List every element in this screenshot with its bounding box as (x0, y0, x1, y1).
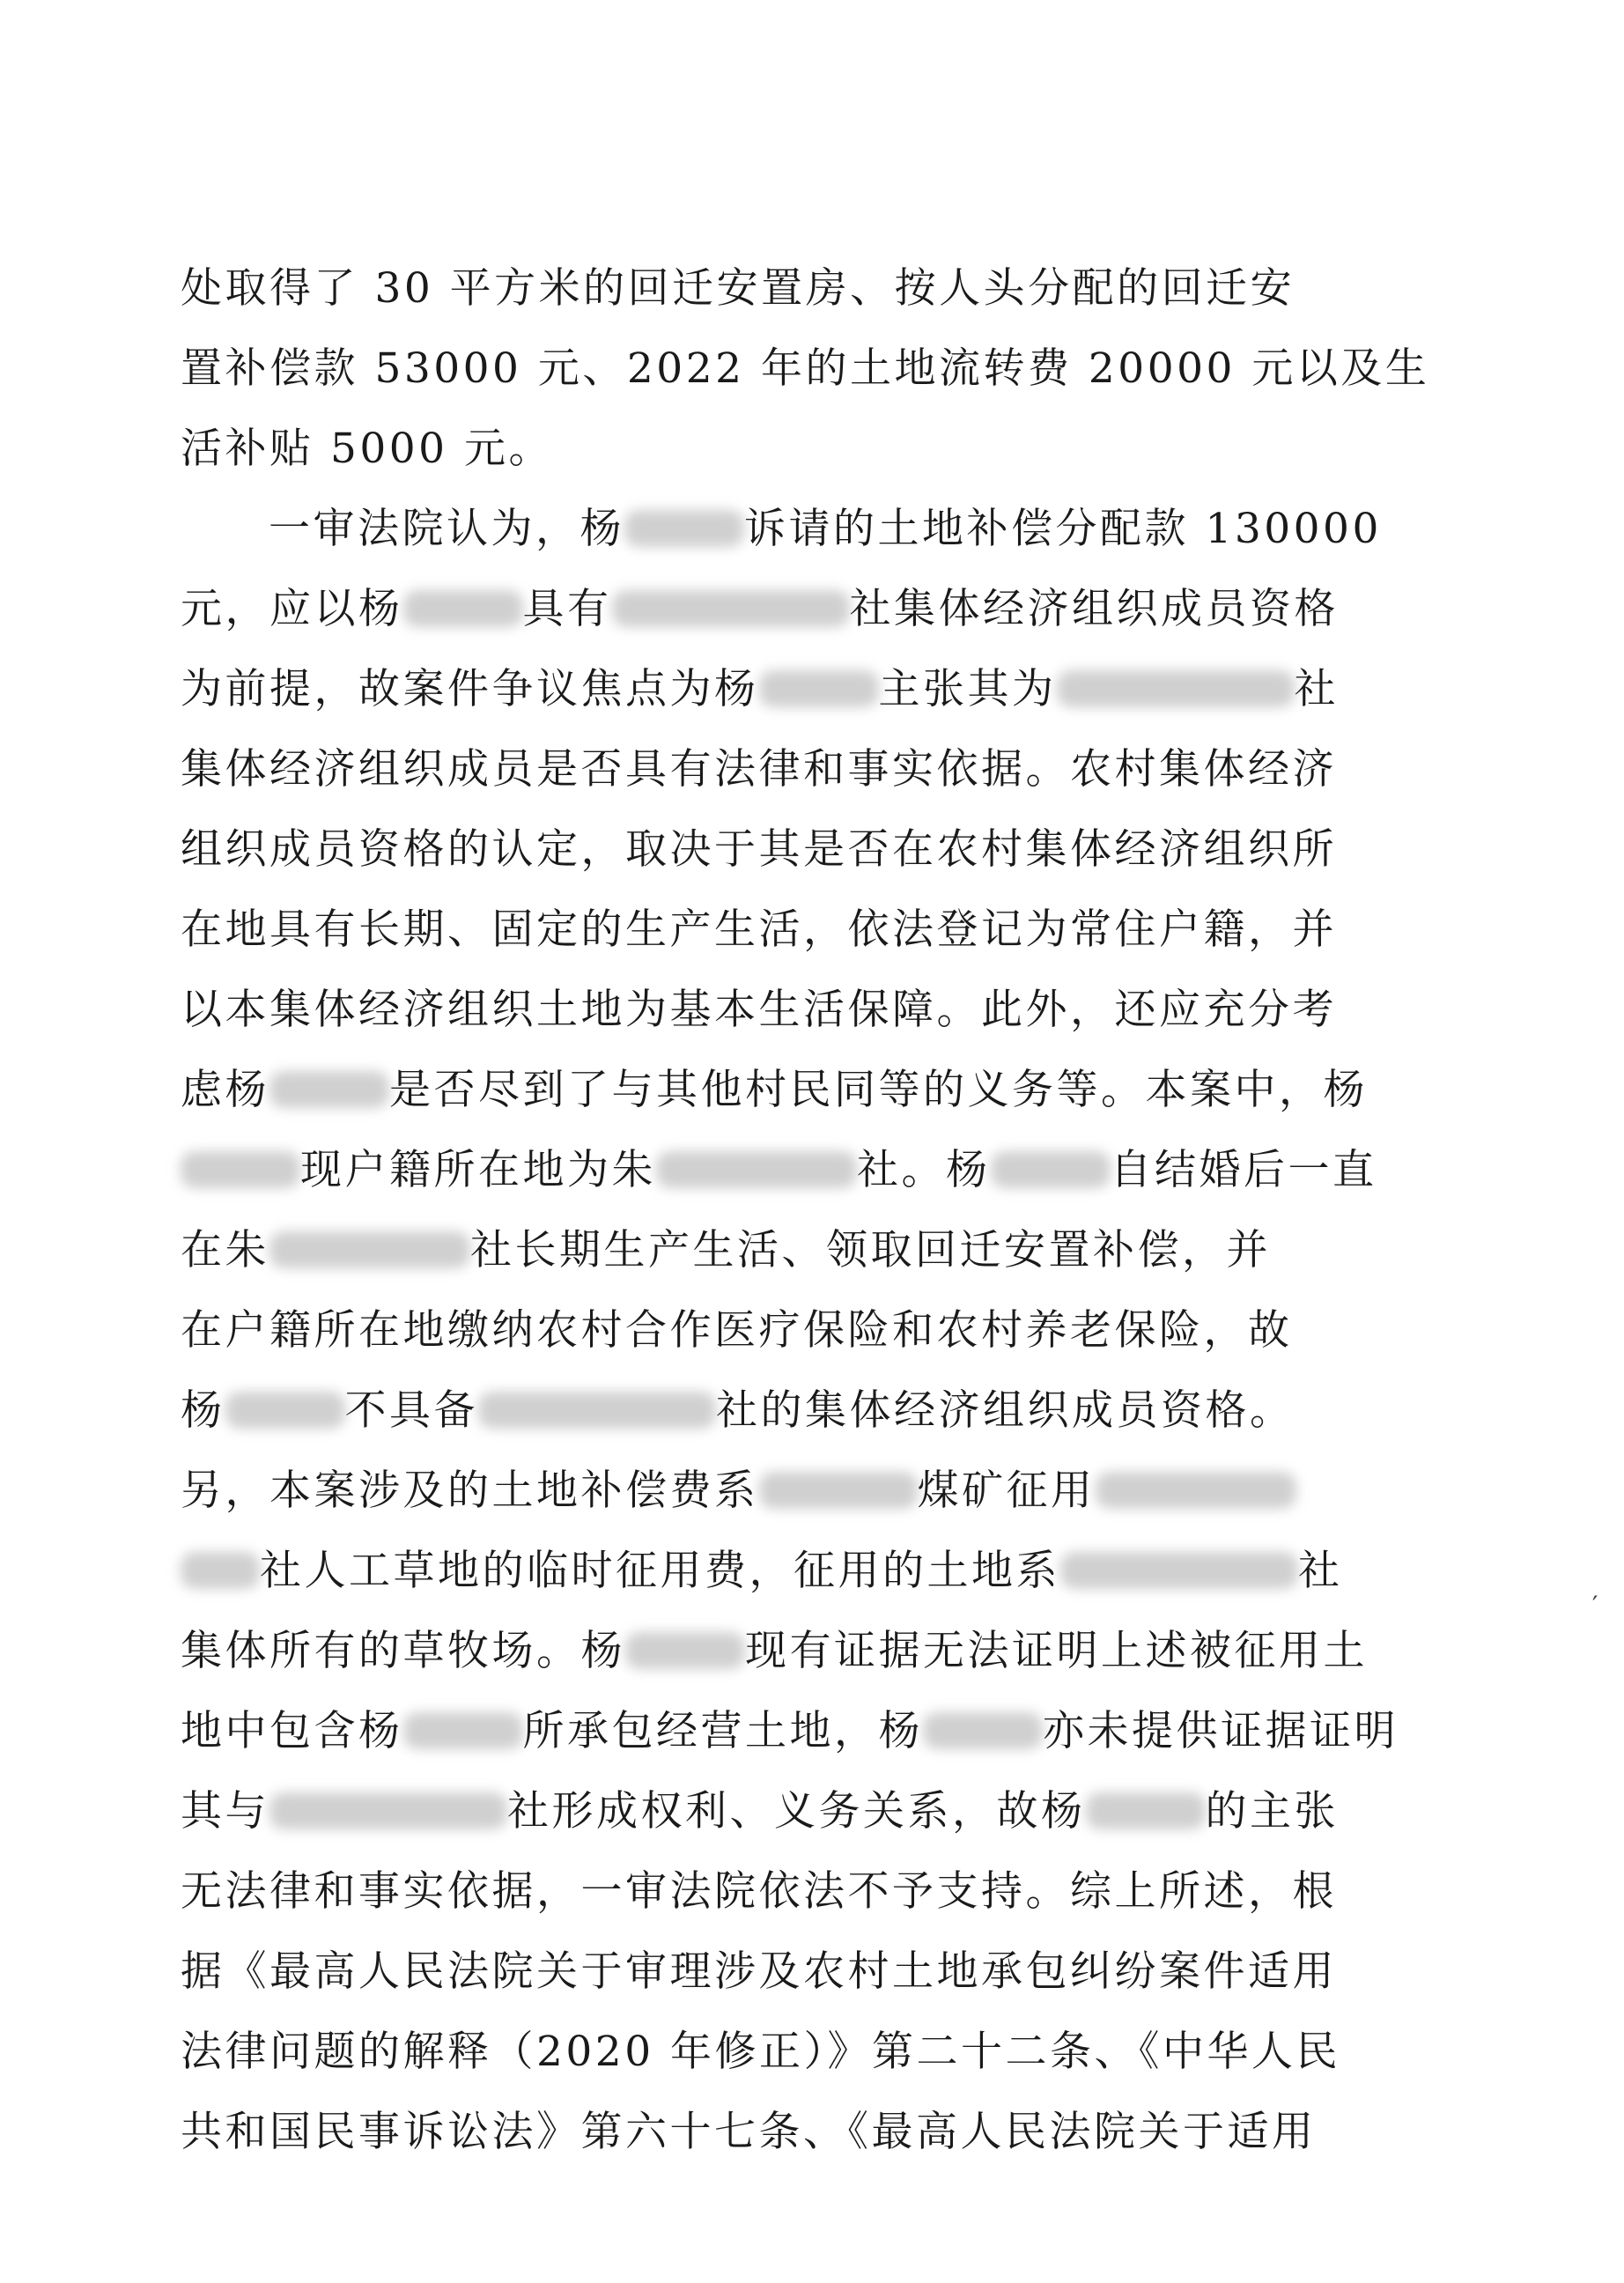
text-line: 活补贴 5000 元。 (181, 425, 553, 473)
redacted-place (1060, 1552, 1298, 1589)
text-line: 置补偿款 53000 元、2022 年的土地流转费 20000 元以及生 (181, 344, 1430, 393)
text-line: 其与 社形成权利、义务关系，故杨 的主张 (181, 1787, 1339, 1836)
redacted-name (225, 1392, 345, 1429)
redacted-name (1086, 1792, 1206, 1829)
judgment-text (181, 248, 1430, 2172)
text-line: 处取得了 30 平方米的回迁安置房、按人头分配的回迁安 (181, 264, 1296, 313)
text-line: 现户籍所在地为朱 社。杨 自结婚后一直 (181, 1130, 1354, 1210)
redacted-name (269, 1071, 389, 1108)
paragraph-start-line: 一审法院认为，杨 诉请的土地补偿分配款 130000 (269, 505, 1382, 553)
text-line: 集体所有的草牧场。杨 现有证据无法证明上述被征用土 (181, 1627, 1368, 1675)
text-line: 在户籍所在地缴纳农村合作医疗保险和农村养老保险，故 (181, 1306, 1293, 1355)
redacted-name (624, 510, 744, 547)
text-line: 在地具有长期、固定的生产生活，依法登记为常住户籍，并 (181, 905, 1337, 954)
redacted-company (759, 1472, 918, 1509)
text-line: 另，本案涉及的土地补偿费系 煤矿征用 (181, 1451, 1354, 1531)
redacted-place (269, 1792, 507, 1829)
redacted-place (1096, 1472, 1296, 1509)
redacted-name (403, 590, 523, 627)
redacted-place (612, 590, 850, 627)
redacted-place (656, 1151, 857, 1188)
redacted-name (181, 1151, 300, 1188)
text-line: 元，应以杨 具有 社集体经济组织成员资格 (181, 585, 1339, 633)
text-line: 无法律和事实依据，一审法院依法不予支持。综上所述，根 (181, 1867, 1337, 1916)
redacted-name (923, 1712, 1043, 1749)
text-line: 组织成员资格的认定，取决于其是否在农村集体经济组织所 (181, 825, 1337, 874)
redacted-name (625, 1632, 745, 1669)
text-line: 法律问题的解释（2020 年修正）》第二十二条、《中华人民 (181, 2028, 1341, 2076)
redacted-place (181, 1552, 260, 1589)
redacted-name (991, 1151, 1111, 1188)
text-line: 虑杨 是否尽到了与其他村民同等的义务等。本案中，杨 (181, 1066, 1368, 1114)
text-line: 杨 不具备 社的集体经济组织成员资格。 (181, 1386, 1295, 1435)
text-line: 以本集体经济组织土地为基本生活保障。此外，还应充分考 (181, 986, 1337, 1034)
text-line: 地中包含杨 所承包经营土地，杨 亦未提供证据证明 (181, 1707, 1399, 1755)
text-line: 据《最高人民法院关于审理涉及农村土地承包纠纷案件适用 (181, 1947, 1337, 1996)
text-line: 在朱 社长期生产生活、领取回迁安置补偿，并 (181, 1226, 1271, 1274)
text-line: 共和国民事诉讼法》第六十七条、《最高人民法院关于适用 (181, 2108, 1317, 2156)
text-line: 社人工草地的临时征用费，征用的土地系 社 (181, 1531, 1354, 1611)
redacted-name (759, 670, 879, 707)
redacted-place (478, 1392, 716, 1429)
text-line: 集体经济组织成员是否具有法律和事实依据。农村集体经济 (181, 745, 1337, 794)
margin-mark: ′ (1592, 1591, 1598, 1620)
text-line: 为前提，故案件争议焦点为杨 主张其为 社 (181, 665, 1339, 713)
redacted-name (403, 1712, 523, 1749)
redacted-place (269, 1231, 470, 1268)
redacted-place (1057, 670, 1295, 707)
